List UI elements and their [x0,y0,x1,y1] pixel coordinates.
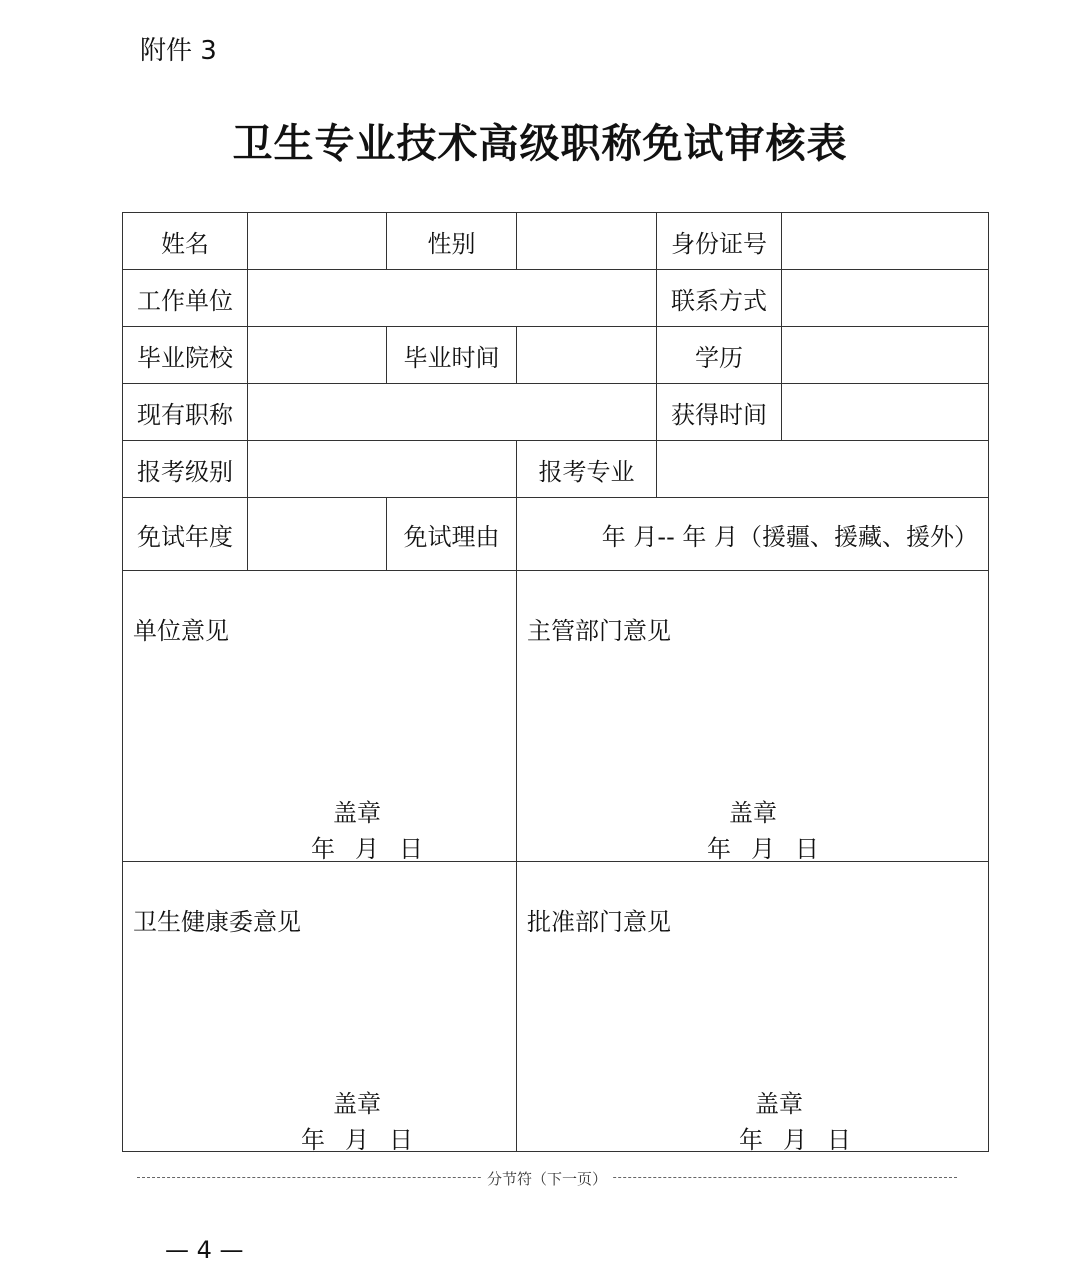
obtained-time-field[interactable] [782,384,989,441]
authority-opinion-box[interactable] [517,571,989,862]
month-label: 月 [751,835,775,862]
gender-field[interactable] [517,213,657,270]
education-field[interactable] [782,327,989,384]
work-unit-label: 工作单位 [123,270,248,327]
page-title: 卫生专业技术高级职称免试审核表 [232,121,848,167]
section-break-label: 分节符（下一页） [481,1170,613,1188]
day-label: 日 [389,1126,413,1152]
day-label: 日 [827,1126,851,1152]
year-label: 年 [739,1126,763,1152]
approval-opinion-title: 批准部门意见 [527,908,671,936]
id-number-label: 身份证号 [657,213,782,270]
authority-date [697,829,829,862]
page-number: — 4 — [165,1236,244,1264]
school-field[interactable] [248,327,387,384]
school-label: 毕业院校 [123,327,248,384]
exempt-reason-value[interactable]: 年 月-- 年 月（援疆、援藏、援外） [517,498,989,571]
approval-opinion-box[interactable] [517,862,989,1152]
contact-field[interactable] [782,270,989,327]
grad-time-label: 毕业时间 [387,327,517,384]
grad-time-field[interactable] [517,327,657,384]
exempt-year-label: 免试年度 [123,498,248,571]
health-committee-seal-label: 盖章 [333,1090,381,1118]
exam-level-label: 报考级别 [123,441,248,498]
exam-major-label: 报考专业 [517,441,657,498]
year-label: 年 [301,1126,325,1152]
year-label: 年 [311,835,335,862]
unit-opinion-box[interactable] [123,571,517,862]
approval-seal-label: 盖章 [755,1090,803,1118]
exam-major-field[interactable] [657,441,989,498]
authority-seal-label: 盖章 [729,799,777,827]
education-label: 学历 [657,327,782,384]
name-field[interactable] [248,213,387,270]
gender-label: 性别 [387,213,517,270]
month-label: 月 [783,1126,807,1152]
contact-label: 联系方式 [657,270,782,327]
unit-seal-label: 盖章 [333,799,381,827]
exam-level-field[interactable] [248,441,517,498]
authority-opinion-title: 主管部门意见 [527,617,671,645]
health-committee-opinion-title: 卫生健康委意见 [133,908,301,936]
unit-opinion-title: 单位意见 [133,617,229,645]
obtained-time-label: 获得时间 [657,384,782,441]
year-label: 年 [707,835,731,862]
day-label: 日 [795,835,819,862]
current-title-field[interactable] [248,384,657,441]
section-break [137,1168,957,1188]
name-label: 姓名 [123,213,248,270]
exempt-year-field[interactable] [248,498,387,571]
month-label: 月 [355,835,379,862]
id-number-field[interactable] [782,213,989,270]
health-committee-opinion-box[interactable] [123,862,517,1152]
exempt-reason-label: 免试理由 [387,498,517,571]
day-label: 日 [399,835,423,862]
work-unit-field[interactable] [248,270,657,327]
current-title-label: 现有职称 [123,384,248,441]
health-committee-date [291,1120,423,1152]
approval-date [729,1120,861,1152]
review-form-table [122,212,989,1152]
unit-date [301,829,433,862]
attachment-label: 附件 3 [140,36,217,66]
month-label: 月 [345,1126,369,1152]
